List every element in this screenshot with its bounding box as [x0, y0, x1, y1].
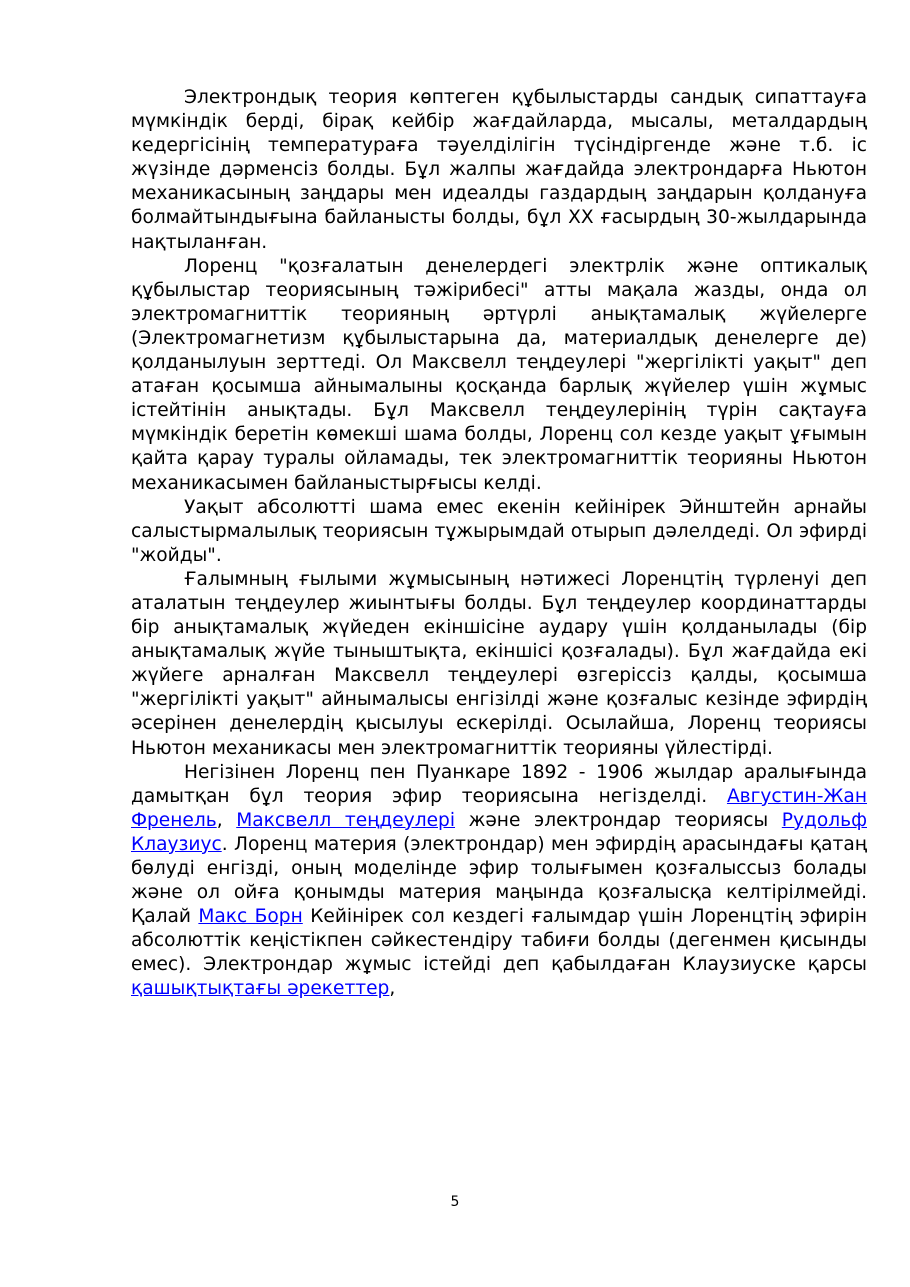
document-body — [131, 86, 867, 1002]
link-action-at-distance[interactable]: қашықтықтағы әрекеттер — [131, 978, 390, 1000]
paragraph-5-text-4: . Лоренц материя (электрондар) мен эфирдің арасындағы қатаң бөлуді енгізді, оның моделінде эфир толығымен қозғалыссыз болады және ол ойға қонымды материя маңында қозғалысқа келтірілмейді. Қалай — [131, 833, 867, 928]
link-clausius[interactable]: Рудольф Клаузиус — [131, 809, 867, 855]
link-max-born[interactable]: Макс Борн — [198, 906, 303, 928]
paragraph-2: Лоренц "қозғалатын денелердегі электрлік және оптикалық құбылыстар теориясының тәжірибесі" атты мақала жазды, онда ол электромагниттік теорияның әртүрлі анықтамалық жүйелерге (Электромагнетизм құбылыстарына да, материалдық денелерге де) қолданылуын зерттеді. Ол Максвелл теңдеулері "жергілікті уақыт" деп атаған қосымша айнымалыны қосқанда барлық жүйелер үшін жұмыс істейтінін анықтады. Бұл Максвелл теңдеулерінің түрін сақтауға мүмкіндік беретін көмекші шама болды, Лоренц сол кезде уақыт ұғымын қайта қарау туралы ойламады, тек электромагниттік теорияны Ньютон механикасымен байланыстырғысы келді. — [131, 255, 867, 494]
paragraph-5-text-1: Негізінен Лоренц пен Пуанкаре 1892 - 1906 жылдар аралығында дамытқан бұл теория эфир теориясына негізделді. — [131, 761, 867, 807]
link-maxwell-equations[interactable]: Максвелл теңдеулері — [236, 809, 456, 831]
paragraph-5-text-6: , — [389, 978, 396, 1000]
paragraph-5-text-2: , — [216, 809, 237, 831]
paragraph-1: Электрондық теория көптеген құбылыстарды сандық сипаттауға мүмкіндік берді, бірақ кейбір жағдайларда, мысалы, металдардың кедергісінің температураға тәуелділігін түсіндіргенде және т.б. іс жүзінде дәрменсіз болды. Бұл жалпы жағдайда электрондарға Ньютон механикасының заңдары мен идеалды газдардың заңдарын қолдануға болмайтындығына байланысты болды, бұл XX ғасырдың 30-жылдарында нақтыланған. — [131, 87, 867, 253]
link-fresnel[interactable]: Августин-Жан Френель — [131, 785, 867, 831]
page-number: 5 — [450, 1194, 460, 1210]
paragraph-5-text-3: және электрондар теориясы — [455, 809, 782, 831]
paragraph-5-text-5: Кейінірек сол кездегі ғалымдар үшін Лоренцтің эфирін абсолюттік кеңістікпен сәйкестендіру табиғи болды (дегенмен қисынды емес). Электрондар жұмыс істейді деп қабылдаған Клаузиуске қарсы — [131, 906, 867, 976]
paragraph-4: Ғалымның ғылыми жұмысының нәтижесі Лоренцтің түрленуі деп аталатын теңдеулер жиынтығы болды. Бұл теңдеулер координаттарды бір анықтамалық жүйеден екіншісіне аудару үшін қолданылады (бір анықтамалық жүйе тыныштықта, екіншісі қозғалады). Бұл жағдайда екі жүйеге арналған Максвелл теңдеулері өзгеріссіз қалды, қосымша "жергілікті уақыт" айнымалысы енгізілді және қозғалыс кезінде эфирдің әсерінен денелердің қысылуы ескерілді. Осылайша, Лоренц теориясы Ньютон механикасы мен электромагниттік теорияны үйлестірді. — [131, 568, 867, 759]
paragraph-3: Уақыт абсолютті шама емес екенін кейінірек Эйнштейн арнайы салыстырмалылық теориясын тұжырымдай отырып дәлелдеді. Ол эфирді "жойды". — [131, 496, 867, 566]
paragraph-5 — [131, 761, 867, 1002]
